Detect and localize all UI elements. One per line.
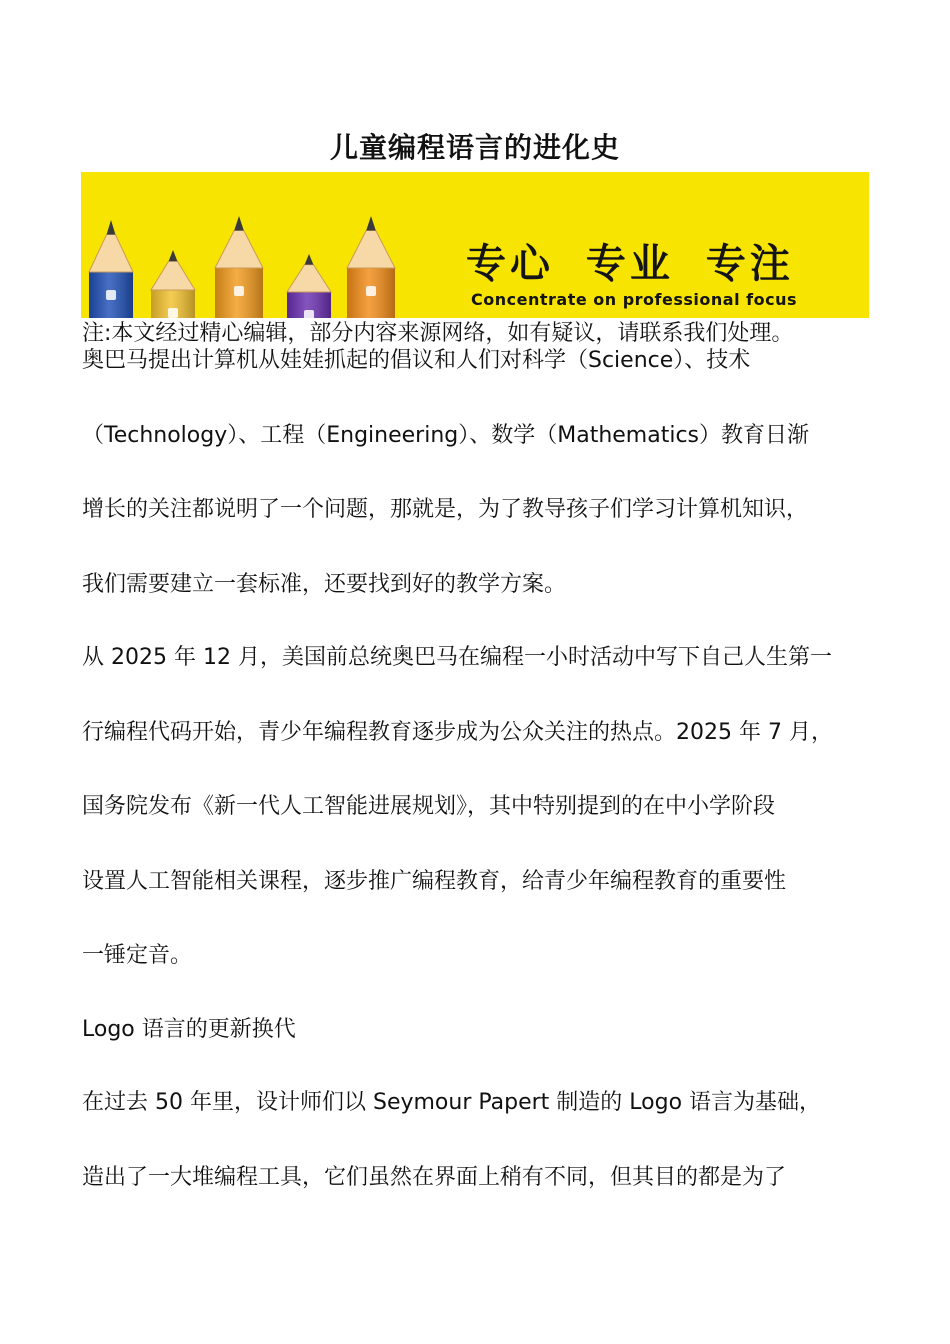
paragraph-line: 行编程代码开始，青少年编程教育逐步成为公众关注的热点。2025 年 7 月， <box>82 719 833 745</box>
banner-slogan-english: Concentrate on professional focus <box>471 290 797 309</box>
paragraph-line: 奥巴马提出计算机从娃娃抓起的倡议和人们对科学（Science）、技术 <box>82 348 751 373</box>
page-title: 儿童编程语言的进化史 <box>329 131 620 164</box>
paragraph-line: 一锤定音。 <box>82 943 193 968</box>
paragraph-line: 我们需要建立一套标准，还要找到好的教学方案。 <box>82 571 567 597</box>
paragraph-line: 造出了一大堆编程工具，它们虽然在界面上稍有不同，但其目的都是为了 <box>82 1164 787 1190</box>
pencil-icon <box>287 254 331 318</box>
pencil-icon <box>151 250 195 318</box>
paragraph-line: 设置人工智能相关课程，逐步推广编程教育，给青少年编程教育的重要性 <box>82 868 787 894</box>
paragraph-intro <box>82 324 882 622</box>
section-heading-logo <box>82 993 882 1068</box>
banner-image <box>81 172 869 318</box>
paragraph-line: 从 2025 年 12 月，美国前总统奥巴马在编程一小时活动中写下自己人生第一 <box>82 645 832 670</box>
paragraph-line: 国务院发布《新一代人工智能进展规划》，其中特别提到的在中小学阶段 <box>82 794 776 819</box>
editor-note: 注:本文经过精心编辑，部分内容来源网络，如有疑议，请联系我们处理。 <box>82 321 794 346</box>
pencil-icon <box>215 216 263 318</box>
pencil-icon <box>347 216 395 318</box>
paragraph-logo-history <box>82 1066 882 1215</box>
paragraph-line: （Technology）、工程（Engineering）、数学（Mathematics）教育日渐 <box>82 422 810 448</box>
section-heading: Logo 语言的更新换代 <box>82 1017 296 1042</box>
banner-slogan: 专心 专业 专注 <box>466 241 794 287</box>
paragraph-line: 增长的关注都说明了一个问题，那就是，为了教导孩子们学习计算机知识， <box>82 497 809 522</box>
pencil-icon <box>89 220 133 318</box>
paragraph-obama-hour-of-code <box>82 621 882 994</box>
paragraph-line: 在过去 50 年里，设计师们以 Seymour Papert 制造的 Logo 语言为基础， <box>82 1090 822 1115</box>
